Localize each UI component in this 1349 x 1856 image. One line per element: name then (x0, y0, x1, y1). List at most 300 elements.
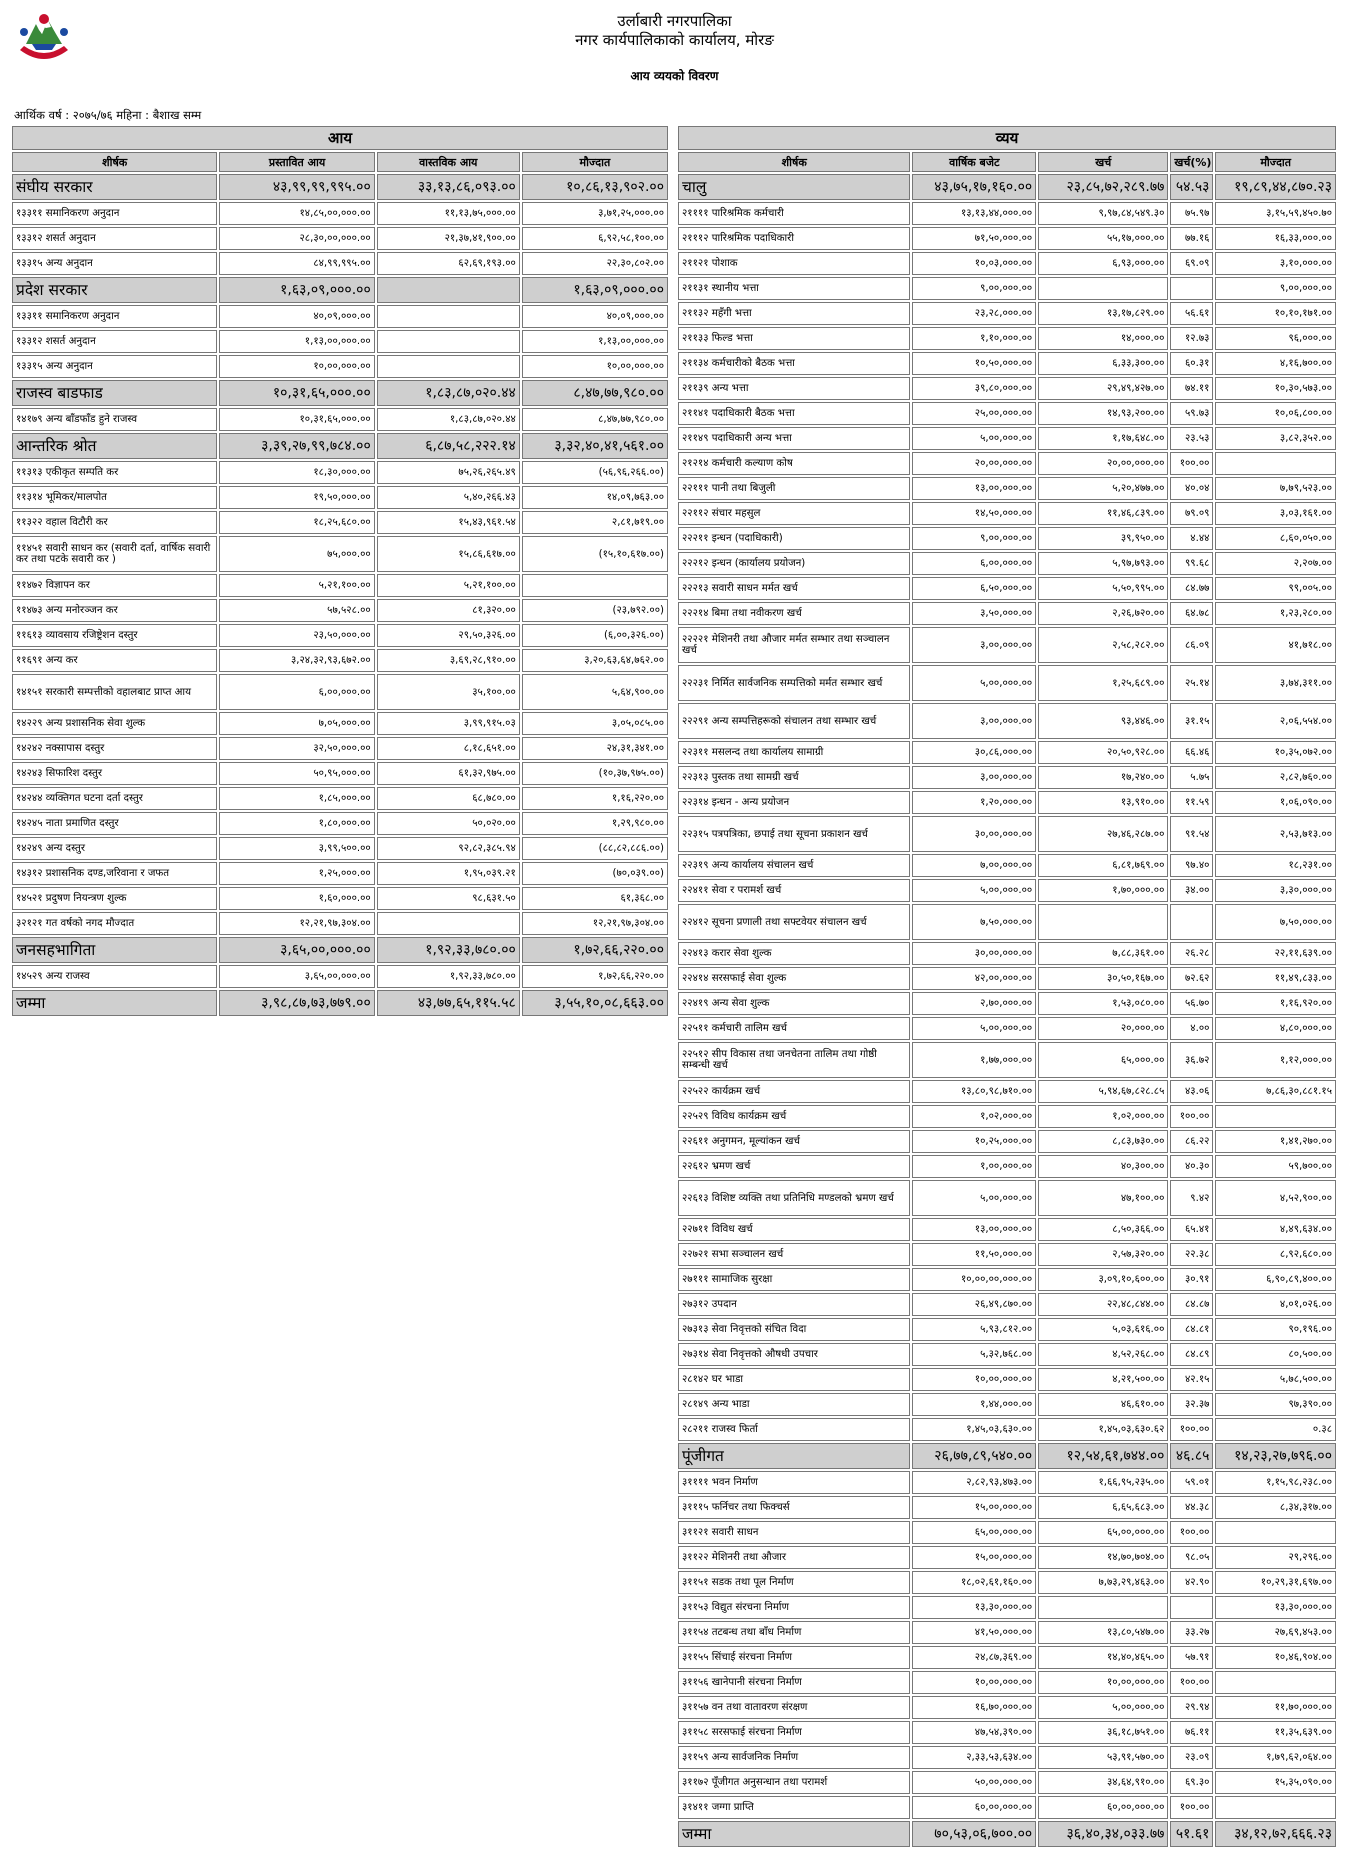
expense-row-value (1215, 1105, 1336, 1128)
income-row (12, 712, 668, 735)
income-row-value: (६,००,३२६.००) (522, 624, 668, 647)
expense-row-title: २१२१४ कर्मचारी कल्याण कोष (678, 452, 910, 475)
income-row-value: ८,४७,७७,९८०.०० (522, 380, 668, 406)
expense-row-value: ४,४९,६३४.०० (1215, 1218, 1336, 1241)
expense-row-value: ३६,१८,७५१.०० (1038, 1721, 1168, 1744)
income-row (12, 486, 668, 509)
expense-row (678, 1017, 1336, 1040)
expense-row-value: १,४१,२७०.०० (1215, 1130, 1336, 1153)
expense-row-value: १३,३०,०००.०० (912, 1596, 1036, 1619)
income-section-row (12, 277, 668, 303)
expense-row-value: ५,२०,४७७.०० (1038, 477, 1168, 500)
expense-row-title: ३११५३ विद्युत संरचना निर्माण (678, 1596, 910, 1619)
expense-row-title: २२५१२ सीप विकास तथा जनचेतना तालिम तथा गोष्ठी सम्बन्धी खर्च (678, 1042, 910, 1078)
income-row-value: १४,०९,७६३.०० (522, 486, 668, 509)
expense-row-value: १४,५०,०००.०० (912, 502, 1036, 525)
income-row-value: ३२,५०,०००.०० (219, 737, 374, 760)
income-row-title: आन्तरिक श्रोत (12, 433, 217, 459)
expense-row-title: २२३१५ पत्रपत्रिका, छपाई तथा सूचना प्रकाशन खर्च (678, 816, 910, 852)
income-row-title: १४३१२ प्रशासनिक दण्ड,जरिवाना र जफत (12, 862, 217, 885)
expense-row-value: १७,२४०.०० (1038, 766, 1168, 789)
expense-row-value (1215, 1521, 1336, 1544)
expense-row-value: २२,११,६३९.०० (1215, 942, 1336, 965)
expense-row (678, 703, 1336, 739)
expense-row-value: ३२.३७ (1170, 1393, 1213, 1416)
income-row-value (377, 305, 520, 328)
income-row-value: (१५,१०,६१७.००) (522, 536, 668, 572)
expense-row (678, 227, 1336, 250)
expense-row-value: २,२६,७२०.०० (1038, 602, 1168, 625)
income-row-title: १३३१२ शसर्त अनुदान (12, 330, 217, 353)
income-row-value: १०,८६,१३,९०२.०० (522, 174, 668, 200)
expense-row-title: २२४१४ सरसफाई सेवा शुल्क (678, 967, 910, 990)
expense-row-value: २२,४८,८४४.०० (1038, 1293, 1168, 1316)
expense-row-value: २,५७,३२०.०० (1038, 1243, 1168, 1266)
expense-row-title: २२३१३ पुस्तक तथा सामग्री खर्च (678, 766, 910, 789)
expense-row (678, 854, 1336, 877)
expense-row-value: ११,५०,०००.०० (912, 1243, 1036, 1266)
expense-row-title: ३११५९ अन्य सार्वजनिक निर्माण (678, 1746, 910, 1769)
expense-row-title: २८१४९ अन्य भाडा (678, 1393, 910, 1416)
expense-row-value: २९,२९६.०० (1215, 1546, 1336, 1569)
expense-row (678, 302, 1336, 325)
expense-row-value: २,२०७.०० (1215, 552, 1336, 575)
expense-row-title: २२६१३ विशिष्ट व्यक्ति तथा प्रतिनिधि मण्डलको भ्रमण खर्च (678, 1180, 910, 1216)
expense-row-value: १५,००,०००.०० (912, 1546, 1036, 1569)
expense-row-value: १०,००,००,०००.०० (912, 1268, 1036, 1291)
expense-row-value: ७९.०९ (1170, 502, 1213, 525)
income-row-value: ४०,०९,०००.०० (522, 305, 668, 328)
expense-row-value: ८०,५००.०० (1215, 1343, 1336, 1366)
expense-row-value: १५,००,०००.०० (912, 1496, 1036, 1519)
income-row-value: १,९२,३३,७८०.०० (377, 965, 520, 988)
income-row-title: १४२४९ अन्य दस्तुर (12, 837, 217, 860)
expense-row-value: १,४५,०३,६३०.०० (912, 1418, 1036, 1441)
income-row-value: ३३,१३,८६,०९३.०० (377, 174, 520, 200)
income-row-value: १८,२५,६८०.०० (219, 511, 374, 534)
expense-row-value: ३,०३,१६१.०० (1215, 502, 1336, 525)
expense-row-title: २७३१२ उपदान (678, 1293, 910, 1316)
income-row-value: १,८३,८७,०२०.४४ (377, 408, 520, 431)
income-row-value: १,७२,६६,२२०.०० (522, 965, 668, 988)
expense-row (678, 402, 1336, 425)
expense-col-head: वार्षिक बजेट (912, 152, 1036, 172)
expense-row-value: १०,१०,१७१.०० (1215, 302, 1336, 325)
expense-row-value: २७,६९,४५३.०० (1215, 1621, 1336, 1644)
expense-row-value: ५,००,०००.०० (912, 665, 1036, 701)
expense-row-title: २२२१२ इन्धन (कार्यालय प्रयोजन) (678, 552, 910, 575)
expense-row-value (1170, 277, 1213, 300)
income-row (12, 649, 668, 672)
expense-row-value: ९७,३९०.०० (1215, 1393, 1336, 1416)
expense-row-value: १०,२९,३१,६९७.०० (1215, 1571, 1336, 1594)
expense-row-value: २५,००,०००.०० (912, 402, 1036, 425)
expense-row-value: १५,३५,०९०.०० (1215, 1771, 1336, 1794)
income-row-title: १३३१२ शसर्त अनुदान (12, 227, 217, 250)
income-row (12, 330, 668, 353)
income-row-value: १,१३,००,०००.०० (219, 330, 374, 353)
expense-row-value: ८,३४,३१७.०० (1215, 1496, 1336, 1519)
expense-row (678, 1293, 1336, 1316)
income-row-title: १४२४५ नाता प्रमाणित दस्तुर (12, 812, 217, 835)
expense-row-title: २२४१२ सूचना प्रणाली तथा सफ्टवेयर संचालन खर्च (678, 904, 910, 940)
expense-row-value: ५,३२,७६८.०० (912, 1343, 1036, 1366)
expense-row-value: १,००,०००.०० (912, 1155, 1036, 1178)
income-row (12, 305, 668, 328)
income-row-value: ७,०५,०००.०० (219, 712, 374, 735)
expense-row (678, 1496, 1336, 1519)
expense-row-value: ९७.४० (1170, 854, 1213, 877)
expense-row-value: ३,१५,५९,४५०.७० (1215, 202, 1336, 225)
expense-row (678, 1571, 1336, 1594)
income-row-value: १२,२१,९७,३०४.०० (522, 912, 668, 935)
expense-row-value: ३६,४०,३४,०३३.७७ (1038, 1821, 1168, 1847)
expense-row-value: ९९.६८ (1170, 552, 1213, 575)
income-row (12, 511, 668, 534)
income-row-value: ११,१३,७५,०००.०० (377, 202, 520, 225)
income-row-title: १३३११ समानिकरण अनुदान (12, 202, 217, 225)
expense-row-title: २११३३ फिल्ड भत्ता (678, 327, 910, 350)
expense-row-value: ४३.०६ (1170, 1080, 1213, 1103)
expense-row-value: १६,७०,०००.०० (912, 1696, 1036, 1719)
income-row (12, 812, 668, 835)
income-table (10, 124, 670, 1018)
expense-row-value: ७,५०,०००.०० (1215, 904, 1336, 940)
income-row-value: ८४,९९,९९५.०० (219, 252, 374, 275)
expense-row (678, 377, 1336, 400)
expense-row-value: १,०२,०००.०० (1038, 1105, 1168, 1128)
income-row-value: १,८५,०००.०० (219, 787, 374, 810)
income-row-value: ६८,७८०.०० (377, 787, 520, 810)
expense-row-value: ३३.२७ (1170, 1621, 1213, 1644)
income-row-value: ३५,१००.०० (377, 674, 520, 710)
expense-row-title: ३११५४ तटबन्ध तथा बाँध निर्माण (678, 1621, 910, 1644)
expense-row-value: १००.०० (1170, 1418, 1213, 1441)
expense-row-value: १,०२,०००.०० (912, 1105, 1036, 1128)
expense-row (678, 1696, 1336, 1719)
expense-row (678, 552, 1336, 575)
expense-row (678, 992, 1336, 1015)
expense-row (678, 1080, 1336, 1103)
income-row-title: ११६९१ अन्य कर (12, 649, 217, 672)
income-row-value: ३,३९,२७,९९,७८४.०० (219, 433, 374, 459)
expense-row-value: ६०,००,०००.०० (1038, 1796, 1168, 1819)
expense-row-value: २७,४६,२८७.०० (1038, 816, 1168, 852)
income-row-title: ११४७२ विज्ञापन कर (12, 574, 217, 597)
report-header (0, 12, 1349, 84)
expense-row-value: ६,८१,७६९.०० (1038, 854, 1168, 877)
expense-row-value: ७,७३,२९,४६३.०० (1038, 1571, 1168, 1594)
income-row-title: ३२१२१ गत वर्षको नगद मौज्दात (12, 912, 217, 935)
expense-row-value: ४३,७५,१७,१६०.०० (912, 174, 1036, 200)
expense-row-value: ३९,८०,०००.०० (912, 377, 1036, 400)
income-row-value: ९२,८२,३८५.९४ (377, 837, 520, 860)
expense-row (678, 1368, 1336, 1391)
expense-row-value: ३,१०,०००.०० (1215, 252, 1336, 275)
expense-row-value: १,०६,०९०.०० (1215, 791, 1336, 814)
expense-row (678, 1180, 1336, 1216)
expense-row-title: ३११५८ सरसफाई संरचना निर्माण (678, 1721, 910, 1744)
expense-row-value: २६.२८ (1170, 942, 1213, 965)
expense-row-value: १,१०,०००.०० (912, 327, 1036, 350)
expense-row-value: ७६.११ (1170, 1721, 1213, 1744)
expense-row (678, 741, 1336, 764)
income-row-value: १,१६,२२०.०० (522, 787, 668, 810)
expense-row-title: २११११ पारिश्रमिक कर्मचारी (678, 202, 910, 225)
expense-row-value: १४,९३,२००.०० (1038, 402, 1168, 425)
expense-row-title: २१११२ पारिश्रमिक पदाधिकारी (678, 227, 910, 250)
expense-row-value: ११.५९ (1170, 791, 1213, 814)
expense-row-value: ५९.७३ (1170, 402, 1213, 425)
expense-row-value: १३,१७,८२९.०० (1038, 302, 1168, 325)
expense-row-value: ५.७५ (1170, 766, 1213, 789)
income-row (12, 461, 668, 484)
expense-row-value: ६,६५,६८३.०० (1038, 1496, 1168, 1519)
expense-col-head: खर्च(%) (1170, 152, 1213, 172)
expense-row-value: २,७०,०००.०० (912, 992, 1036, 1015)
income-row-value: १,१३,००,०००.०० (522, 330, 668, 353)
income-row-value: १,२५,०००.०० (219, 862, 374, 885)
expense-row-value: ४,५२,२६८.०० (1038, 1343, 1168, 1366)
income-row (12, 762, 668, 785)
expense-row-value: ७,५०,०००.०० (912, 904, 1036, 940)
expense-row-value (1038, 277, 1168, 300)
expense-row-value: २,५३,७१३.०० (1215, 816, 1336, 852)
income-row-value: ३,२०,६३,६४,७६२.०० (522, 649, 668, 672)
expense-row-value: ११,४६,८३९.०० (1038, 502, 1168, 525)
expense-row (678, 1343, 1336, 1366)
expense-row-value (1215, 1671, 1336, 1694)
expense-row-value: ६५,०००.०० (1038, 1042, 1168, 1078)
income-row-value: (५६,९६,२६६.००) (522, 461, 668, 484)
income-row-value: ६२,६९,१९३.०० (377, 252, 520, 275)
expense-row-value: १४,०००.०० (1038, 327, 1168, 350)
expense-row (678, 1218, 1336, 1241)
fiscal-info: आर्थिक वर्ष : २०७५/७६ महिना : बैशाख सम्म (14, 108, 202, 122)
expense-row (678, 967, 1336, 990)
expense-row-value: १३,९१०.०० (1038, 791, 1168, 814)
expense-row-value: ९९,००५.०० (1215, 577, 1336, 600)
income-row-value (377, 355, 520, 378)
expense-row-title: २२११२ संचार महसुल (678, 502, 910, 525)
income-row-value: १,८३,८७,०२०.४४ (377, 380, 520, 406)
expense-row (678, 791, 1336, 814)
income-row-title: प्रदेश सरकार (12, 277, 217, 303)
office-name: नगर कार्यपालिकाको कार्यालय, मोरङ (575, 31, 774, 49)
expense-row-value: १,१२,०००.०० (1215, 1042, 1336, 1078)
expense-row (678, 277, 1336, 300)
expense-row (678, 879, 1336, 902)
income-row-value: १४,८५,००,०००.०० (219, 202, 374, 225)
expense-row-value: ६५,००,०००.०० (1038, 1521, 1168, 1544)
expense-row (678, 327, 1336, 350)
expense-row-title: २११४९ पदाधिकारी अन्य भत्ता (678, 427, 910, 450)
expense-row-value: ४,१६,७००.०० (1215, 352, 1336, 375)
income-row-value: ५०,९५,०००.०० (219, 762, 374, 785)
expense-row-value: ४०.३० (1170, 1155, 1213, 1178)
expense-row-value: ४६,६१०.०० (1038, 1393, 1168, 1416)
income-row-title: १४२४३ सिफारिश दस्तुर (12, 762, 217, 785)
expense-row-value: ४४.३८ (1170, 1496, 1213, 1519)
income-row (12, 227, 668, 250)
expense-row-value: ६९.०९ (1170, 252, 1213, 275)
expense-row-value: ६,००,०००.०० (912, 552, 1036, 575)
expense-row-value: ४,८०,०००.०० (1215, 1017, 1336, 1040)
expense-row-value: ९,९७,८४,५४९.३० (1038, 202, 1168, 225)
expense-row-value: २,५८,२८२.०० (1038, 627, 1168, 663)
expense-row-value: ७१,५०,०००.०० (912, 227, 1036, 250)
expense-row-value: ५५,१७,०००.०० (1038, 227, 1168, 250)
expense-row-value: ८६.०९ (1170, 627, 1213, 663)
expense-section-row (678, 174, 1336, 200)
income-row-value: १०,३१,६५,०००.०० (219, 408, 374, 431)
expense-row-title: ३११२१ सवारी साधन (678, 1521, 910, 1544)
expense-row-value: १०,००,०००.०० (912, 1368, 1036, 1391)
expense-row-value: ३१.१५ (1170, 703, 1213, 739)
expense-row-value: ९०,१९६.०० (1215, 1318, 1336, 1341)
org-name: उर्लाबारी नगरपालिका (617, 12, 732, 30)
expense-row (678, 1318, 1336, 1341)
income-row-title: जम्मा (12, 990, 217, 1016)
expense-row-title: २२१११ पानी तथा बिजुली (678, 477, 910, 500)
income-row-value: ९८,६३१.५० (377, 887, 520, 910)
expense-row-value: ६,९०,८९,४००.०० (1215, 1268, 1336, 1291)
expense-row-value: ७७.१६ (1170, 227, 1213, 250)
expense-row-value: ७,७९,५२३.०० (1215, 477, 1336, 500)
income-row-value: (२३,७९२.००) (522, 599, 668, 622)
expense-row (678, 577, 1336, 600)
expense-row-value: ५,००,०००.०० (912, 427, 1036, 450)
expense-row-title: २११४१ पदाधिकारी बैठक भत्ता (678, 402, 910, 425)
expense-row-value: ४,५२,९००.०० (1215, 1180, 1336, 1216)
income-section-row (12, 990, 668, 1016)
expense-row-value: १,७७,०००.०० (912, 1042, 1036, 1078)
expense-row-value: ५,५०,९९५.०० (1038, 577, 1168, 600)
expense-row-value: १,७०,०००.०० (1038, 879, 1168, 902)
income-row-title: ११४५१ सवारी साधन कर (सवारी दर्ता, वार्षिक सवारी कर तथा पटके सवारी कर ) (12, 536, 217, 572)
expense-row-value: ७०,५३,०६,७००.०० (912, 1821, 1036, 1847)
income-row-value (377, 330, 520, 353)
expense-row-title: ३११७२ पूँजीगत अनुसन्धान तथा परामर्श (678, 1771, 910, 1794)
expense-row-title: २२४११ सेवा र परामर्श खर्च (678, 879, 910, 902)
expense-row-value: ४२.१५ (1170, 1368, 1213, 1391)
expense-row-value: ५,९४,६७,८२८.८५ (1038, 1080, 1168, 1103)
expense-row-value: १४,४०,४६५.०० (1038, 1646, 1168, 1669)
expense-row-value (1038, 904, 1168, 940)
expense-row-value (1038, 1596, 1168, 1619)
expense-row-value: ८,९२,६८०.०० (1215, 1243, 1336, 1266)
expense-row-title: २११३१ स्थानीय भत्ता (678, 277, 910, 300)
expense-row-title: २११२१ पोशाक (678, 252, 910, 275)
expense-row-value: १००.०० (1170, 1796, 1213, 1819)
expense-row-title: २२२११ इन्धन (पदाधिकारी) (678, 527, 910, 550)
expense-row (678, 477, 1336, 500)
expense-row (678, 1646, 1336, 1669)
expense-row-value: १३,००,०००.०० (912, 477, 1036, 500)
income-row-value: १९,५०,०००.०० (219, 486, 374, 509)
expense-row-value (1215, 452, 1336, 475)
income-row-value: ५,४०,२६६.४३ (377, 486, 520, 509)
expense-row-title: २२६११ अनुगमन, मूल्यांकन खर्च (678, 1130, 910, 1153)
income-row-value: ५,६४,९००.०० (522, 674, 668, 710)
expense-row-value: ५,७८,५००.०० (1215, 1368, 1336, 1391)
expense-row-title: ३११५६ खानेपानी संरचना निर्माण (678, 1671, 910, 1694)
income-row (12, 787, 668, 810)
income-row-value: ५७,५२८.०० (219, 599, 374, 622)
expense-row-value: ५९.०१ (1170, 1471, 1213, 1494)
income-row-title: ११६१३ व्यावसाय रजिष्ट्रेशन दस्तुर (12, 624, 217, 647)
expense-table (676, 124, 1338, 1849)
expense-row (678, 1105, 1336, 1128)
income-row (12, 965, 668, 988)
income-row-value: ३,६५,००,०००.०० (219, 937, 374, 963)
income-row-value: ५०,०२०.०० (377, 812, 520, 835)
expense-row-value: ६,३३,३००.०० (1038, 352, 1168, 375)
expense-row-value: ८४.८७ (1170, 1293, 1213, 1316)
expense-row-value: ६६.४६ (1170, 741, 1213, 764)
expense-row (678, 1521, 1336, 1544)
income-row-title: संघीय सरकार (12, 174, 217, 200)
expense-row-value: १,१५,९८,२३८.०० (1215, 1471, 1336, 1494)
expense-row-value: ११,४९,८३३.०० (1215, 967, 1336, 990)
expense-row-value: ७,००,०००.०० (912, 854, 1036, 877)
income-col-head: प्रस्तावित आय (219, 152, 374, 172)
expense-row-value: १३,३०,०००.०० (1215, 1596, 1336, 1619)
income-row-value (377, 277, 520, 303)
expense-row-title: २२३११ मसलन्द तथा कार्यालय सामाग्री (678, 741, 910, 764)
expense-row (678, 1243, 1336, 1266)
income-row-value: ३,७१,२५,०००.०० (522, 202, 668, 225)
expense-row-value: ७५.९७ (1170, 202, 1213, 225)
expense-row-value: ४,२१,५००.०० (1038, 1368, 1168, 1391)
expense-row-value: ८४.७७ (1170, 577, 1213, 600)
expense-row-title: २२२१३ सवारी साधन मर्मत खर्च (678, 577, 910, 600)
expense-row-value: ८४.८९ (1170, 1343, 1213, 1366)
income-row (12, 837, 668, 860)
expense-row-value: १०,४६,९०४.०० (1215, 1646, 1336, 1669)
expense-row-value: २४,८७,३६९.०० (912, 1646, 1036, 1669)
expense-row-value: १०,०६,८००.०० (1215, 402, 1336, 425)
expense-row-value: ५४.५३ (1170, 174, 1213, 200)
expense-row-title: २११३४ कर्मचारीको बैठक भत्ता (678, 352, 910, 375)
income-row-title: १४२२९ अन्य प्रशासनिक सेवा शुल्क (12, 712, 217, 735)
income-row-value: १,७२,६६,२२०.०० (522, 937, 668, 963)
expense-row-value: ११,७०,०००.०० (1215, 1696, 1336, 1719)
income-row-title: ११३१४ भूमिकर/मालपोत (12, 486, 217, 509)
income-row-value: १,६०,०००.०० (219, 887, 374, 910)
expense-row-value: ३,००,०००.०० (912, 766, 1036, 789)
income-row-value: १८,३०,०००.०० (219, 461, 374, 484)
expense-row-title: २२५११ कर्मचारी तालिम खर्च (678, 1017, 910, 1040)
income-row-value (522, 574, 668, 597)
expense-row-value: १,२५,६८९.०० (1038, 665, 1168, 701)
expense-row-value: १,१७,६४८.०० (1038, 427, 1168, 450)
expense-row-value: ३४.०० (1170, 879, 1213, 902)
income-row-value: ३,९८,८७,७३,७७९.०० (219, 990, 374, 1016)
expense-row-value: १४,२३,२७,७९६.०० (1215, 1443, 1336, 1469)
income-row-value: २९,५०,३२६.०० (377, 624, 520, 647)
expense-row-value: ११,३५,६३९.०० (1215, 1721, 1336, 1744)
expense-row-value: ६,५०,०००.०० (912, 577, 1036, 600)
income-row-title: १४५२१ प्रदुषण नियन्त्रण शुल्क (12, 887, 217, 910)
expense-row-value: ३०.९१ (1170, 1268, 1213, 1291)
expense-row-value: २५.१४ (1170, 665, 1213, 701)
expense-row-title: २२२३१ निर्मित सार्वजनिक सम्पत्तिको मर्मत सम्भार खर्च (678, 665, 910, 701)
expense-row-value: ९,००,०००.०० (912, 277, 1036, 300)
expense-row-value: १,४५,०३,६३०.६२ (1038, 1418, 1168, 1441)
income-row-value: १५,८६,६१७.०० (377, 536, 520, 572)
expense-row-value: १,६६,९५,२३५.०० (1038, 1471, 1168, 1494)
